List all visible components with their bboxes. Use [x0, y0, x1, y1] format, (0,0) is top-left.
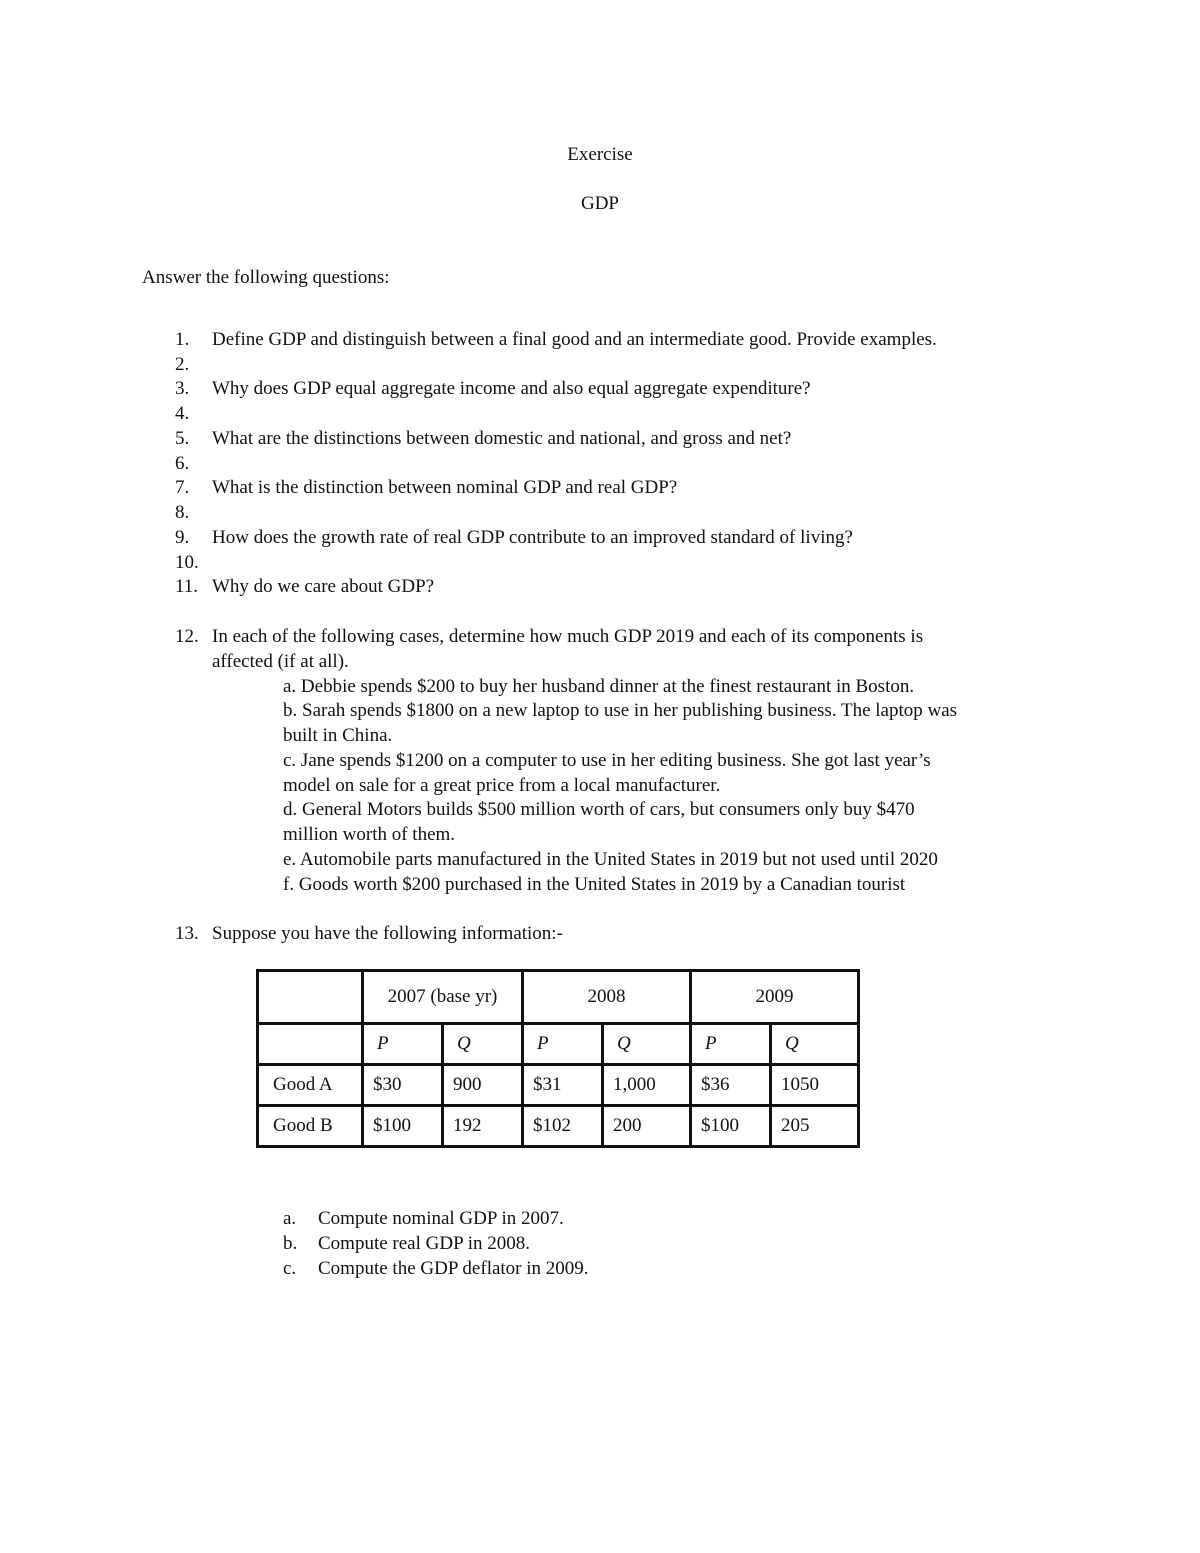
document-title: Exercise — [567, 144, 633, 165]
question-text: Why does GDP equal aggregate income and also equal aggregate expenditure? — [212, 378, 811, 399]
question-number: 8. — [175, 502, 190, 523]
year-header: 2009 — [691, 971, 859, 1024]
subquestion-text: Compute the GDP deflator in 2009. — [318, 1258, 589, 1279]
case-item: million worth of them. — [283, 824, 456, 845]
case-item: model on sale for a great price from a local manufacturer. — [283, 775, 721, 796]
question-text: Define GDP and distinguish between a final good and an intermediate good. Provide examples. — [212, 329, 937, 350]
question-text: What are the distinctions between domestic and national, and gross and net? — [212, 428, 792, 449]
question-text: Suppose you have the following information:- — [212, 923, 563, 944]
instructions: Answer the following questions: — [142, 267, 390, 288]
case-item: c. Jane spends $1200 on a computer to use in her editing business. She got last year’s — [283, 750, 931, 771]
case-item: f. Goods worth $200 purchased in the United States in 2019 by a Canadian tourist — [283, 874, 906, 895]
subquestion-label: a. — [283, 1208, 297, 1229]
question-number: 12. — [175, 626, 199, 647]
quantity-header: Q — [771, 1024, 859, 1065]
question-text: In each of the following cases, determine how much GDP 2019 and each of its components is — [212, 626, 924, 647]
question-number: 1. — [175, 329, 190, 350]
table-header-row — [258, 971, 859, 1024]
price-header: P — [363, 1024, 443, 1065]
question-text: How does the growth rate of real GDP contribute to an improved standard of living? — [212, 527, 853, 548]
year-header: 2007 (base yr) — [363, 971, 523, 1024]
question-number: 2. — [175, 354, 190, 375]
question-number: 5. — [175, 428, 190, 449]
table-cell: 900 — [443, 1065, 523, 1106]
subquestion-label: b. — [283, 1233, 298, 1254]
table-cell: $100 — [691, 1106, 771, 1147]
table-cell: 192 — [443, 1106, 523, 1147]
question-number: 4. — [175, 403, 190, 424]
question-number: 6. — [175, 453, 190, 474]
question-text-continued: affected (if at all). — [212, 651, 349, 672]
table-row — [258, 1065, 859, 1106]
case-item: d. General Motors builds $500 million worth of cars, but consumers only buy $470 — [283, 799, 915, 820]
question-number: 7. — [175, 477, 190, 498]
subquestion-text: Compute real GDP in 2008. — [318, 1233, 530, 1254]
table-row — [258, 1106, 859, 1147]
subquestion-text: Compute nominal GDP in 2007. — [318, 1208, 564, 1229]
question-text: Why do we care about GDP? — [212, 576, 435, 597]
price-header: P — [523, 1024, 603, 1065]
table-cell: $102 — [523, 1106, 603, 1147]
price-header: P — [691, 1024, 771, 1065]
subquestion-label: c. — [283, 1258, 297, 1279]
table-cell: $30 — [363, 1065, 443, 1106]
case-item: e. Automobile parts manufactured in the United States in 2019 but not used until 2020 — [283, 849, 938, 870]
case-item: b. Sarah spends $1800 on a new laptop to use in her publishing business. The laptop was — [283, 700, 958, 721]
table-cell: 1,000 — [603, 1065, 691, 1106]
case-item: built in China. — [283, 725, 393, 746]
quantity-header: Q — [443, 1024, 523, 1065]
document-subtitle: GDP — [580, 193, 619, 214]
row-label: Good A — [258, 1065, 363, 1106]
year-header: 2008 — [523, 971, 691, 1024]
case-item: a. Debbie spends $200 to buy her husband dinner at the finest restaurant in Boston. — [283, 676, 915, 697]
table-corner-cell — [258, 1024, 363, 1065]
table-cell: $36 — [691, 1065, 771, 1106]
table-cell: $100 — [363, 1106, 443, 1147]
question-number: 9. — [175, 527, 190, 548]
table-corner-cell — [258, 971, 363, 1024]
quantity-header: Q — [603, 1024, 691, 1065]
table-subheader-row — [258, 1024, 859, 1065]
table-cell: 200 — [603, 1106, 691, 1147]
row-label: Good B — [258, 1106, 363, 1147]
table-cell: 1050 — [771, 1065, 859, 1106]
question-number: 10. — [175, 552, 199, 573]
question-number: 11. — [175, 576, 199, 597]
table-cell: 205 — [771, 1106, 859, 1147]
question-number: 3. — [175, 378, 190, 399]
table-cell: $31 — [523, 1065, 603, 1106]
question-text: What is the distinction between nominal GDP and real GDP? — [212, 477, 678, 498]
question-number: 13. — [175, 923, 199, 944]
price-quantity-table — [256, 969, 860, 1148]
